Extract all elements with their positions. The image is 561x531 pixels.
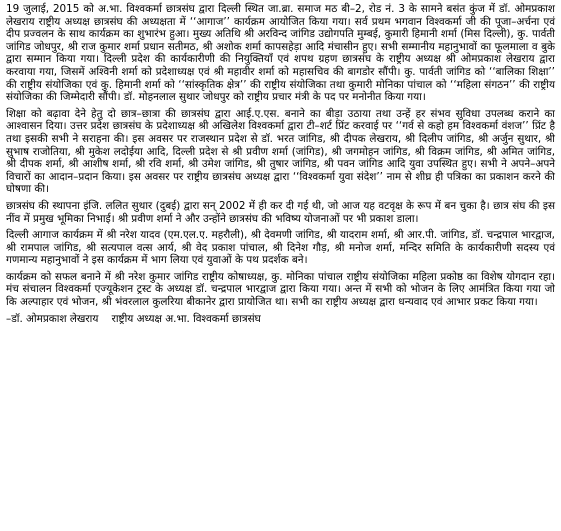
paragraph-union-founding: छात्रसंघ की स्थापना इंजि. ललित सुथार (दुबई) द्वारा सन् 2002 में ही कर दी गई थी, जो आज यह वटवृक्ष के रूप में बन चुका है। छात्र संघ की इस नींव में प्रमुख भूमिका निभाई। श्री प्रवीण शर्मा ने और उन्होंने छात्रसंघ की भविष्य योजनाओं पर भी प्रकाश डाला। bbox=[6, 199, 555, 225]
paragraph-thanks: कार्यक्रम को सफल बनाने में श्री नरेश कुमार जांगिड राष्ट्रीय कोषाध्यक्ष, कु. मोनिका पांचाल राष्ट्रीय संयोजिका महिला प्रकोष्ठ का विशेष योगदान रहा। मंच संचालन विश्वकर्मा एज्यूकेशन ट्रस्ट के अध्यक्ष डॉ. चन्द्रपाल भारद्वाज द्वारा किया गया। अन्त में सभी को भोजन के लिए आमंत्रित किया गया जो कि अल्पाहार एवं भोजन, श्री भंवरलाल कुलरिया बीकानेर द्वारा प्रायोजित था। सभी का राष्ट्रीय अध्यक्ष द्वारा धन्यवाद एवं आभार प्रकट किया गया। bbox=[6, 270, 555, 309]
signature-line: –डॉ. ओमप्रकाश लेखराय राष्ट्रीय अध्यक्ष अ.भा. विश्वकर्मा छात्रसंघ bbox=[6, 312, 261, 325]
paragraph-event-intro: 19 जुलाई, 2015 को अ.भा. विश्वकर्मा छात्रसंघ द्वारा दिल्ली स्थित जा.ब्रा. समाज मठ बी–2, रोड नं. 3 के सामने बसंत कुंज में डॉ. ओमप्रकाश लेखराय राष्ट्रीय अध्यक्ष छात्रसंघ की अध्यक्षता में ‘‘आगाज’’ कार्यक्रम आयोजित किया गया। सर्व प्रथम भगवान विश्वकर्मा जी की पूजा–अर्चना एवं दीप प्रज्वलन के साथ कार्यक्रम का शुभारंभ हुआ। मुख्य अतिथि श्री अरविन्द जांगिड उद्योगपति मुम्बई, कुमारी हिमानी शर्मा (मिस दिल्ली), कु. पार्वती जांगिड जोधपुर, श्री राज कुमार शर्मा प्रधान सतीमठ, श्री अशोक शर्मा कापसहेड़ा आदि मंचासीन हुए। सभी सम्मानीय महानुभावों का फूलमाला व बुके द्वारा सम्मान किया गया। दिल्ली प्रदेश की कार्यकारीणी की नियुक्तियाँ एवं शपथ ग्रहण छात्रसंघ के राष्ट्रीय अध्यक्ष श्री ओमप्रकाश लेखराय द्वारा करवाया गया, जिसमें अश्विनी शर्मा को प्रदेशाध्यक्ष एवं श्री महावीर शर्मा को महासचिव की बागडोर सौंपी। कु. पार्वती जांगिड को ‘‘बालिका शिक्षा’’ की राष्ट्रीय संयोजिका एवं कु. हिमानी शर्मा को ‘‘सांस्कृतिक क्षेत्र’’ की राष्ट्रीय संयोजिका तथा कुमारी मोनिका पांचाल को ‘‘महिला संगठन’’ की राष्ट्रीय संयोजिका की जिम्मेदारी सौंपी। डॉ. मोहनलाल सुथार जोधपुर को राष्ट्रीय प्रचार मंत्री के पद पर मनोनीत किया गया। bbox=[6, 3, 555, 104]
paragraph-guests: दिल्ली आगाज कार्यक्रम में श्री नरेश यादव (एम.एल.ए. महरौली), श्री देवमणी जांगिड, श्री यादराम शर्मा, श्री आर.पी. जांगिड, डॉ. चन्द्रपाल भारद्वाज, श्री रामपाल जांगिड, श्री सत्यपाल वत्स आर्य, श्री वेद प्रकाश पांचाल, श्री दिनेश गौड़, श्री मनोज शर्मा, मन्दिर समिति के कार्यकारीणी सदस्य एवं गणमान्य महानुभावों ने इस कार्यक्रम में भाग लिया एवं युवाओं के पथ प्रदर्शक बने। bbox=[6, 229, 555, 267]
paragraph-education-support: शिक्षा को बढ़ावा देने हेतु दो छात्र–छात्रा की छात्रसंघ द्वारा आई.ए.एस. बनाने का बीड़ा उठाया तथा उन्हें हर संभव सुविधा उपलब्ध कराने का आश्वासन दिया। उत्तर प्रदेश छात्रसंघ के प्रदेशाध्यक्ष श्री अखिलेश विश्वकर्मा द्वारा टी–शर्ट प्रिंट करवाई पर ‘‘गर्व से कहो हम विश्वकर्मा वंशज’’ प्रिंट है तथा इसकी सभी ने सराहना की। इस अवसर पर राजस्थान प्रदेश से डॉ. भरत जांगिड, श्री दीपक लेखराय, श्री दिलीप जांगिड, श्री अर्जुन सुथार, श्री सुभाष राजोतिया, श्री मुकेश लदोईया आदि, दिल्ली प्रदेश से श्री प्रवीण शर्मा (जांगिड), श्री जगमोहन जांगिड, श्री विक्रम जांगिड, श्री अमित जांगिड, श्री दीपक शर्मा, श्री आशीष शर्मा, श्री रवि शर्मा, श्री उमेश जांगिड, श्री तुषार जांगिड, श्री पवन जांगिड आदि युवा उपस्थित हुए। सभी ने अपने–अपने विचारों का आदान–प्रदान किया। इस अवसर पर राष्ट्रीय छात्रसंघ अध्यक्ष द्वारा ‘‘विश्वकर्मा युवा संदेश’’ नाम से शीघ्र ही पत्रिका का प्रकाशन करने की घोषणा की। bbox=[6, 107, 555, 196]
